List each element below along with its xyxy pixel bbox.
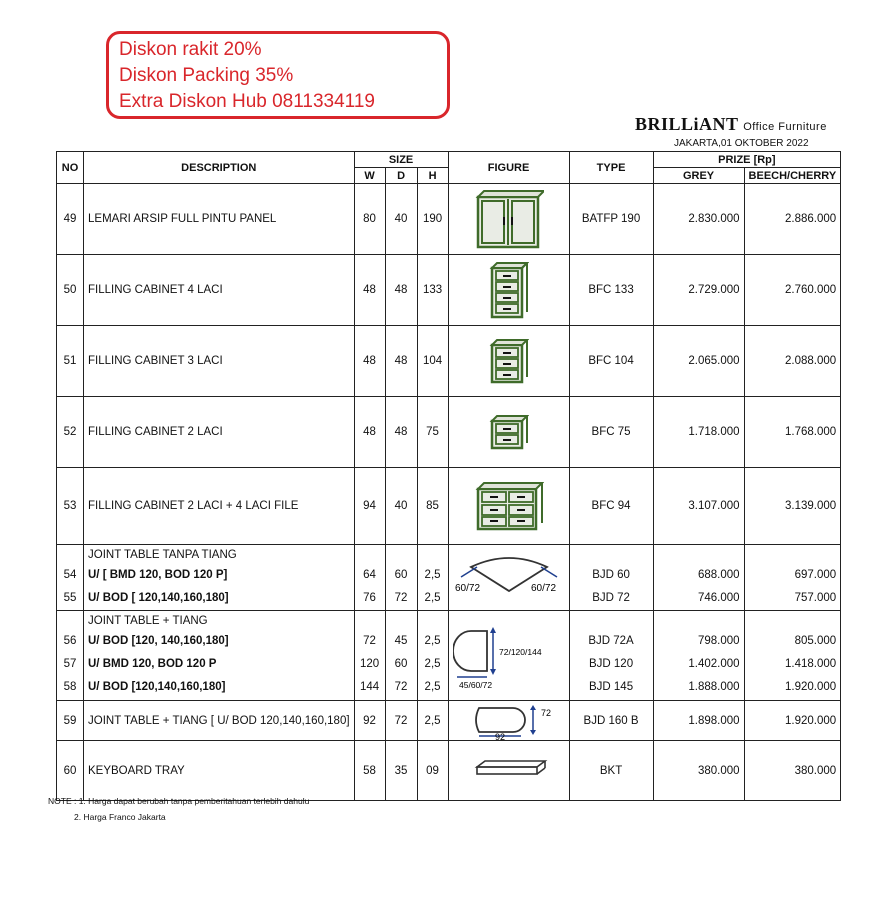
filing-cabinet-4-drawer-icon [489, 261, 529, 319]
row-description-54: U/ [ BMD 120, BOD 120 P] [88, 568, 228, 581]
row-grey-price: 2.830.000 [653, 184, 744, 255]
row-h: 09 [417, 741, 448, 801]
row-beech-55: 757.000 [794, 591, 837, 604]
row-w-55: 76 [363, 591, 376, 604]
row-w-56: 72 [363, 635, 376, 647]
joint-table-group-1 [57, 545, 841, 611]
row-grey-57: 1.402.000 [688, 658, 740, 670]
cabinet-figure [448, 468, 569, 545]
row-grey-price: 2.729.000 [653, 255, 744, 326]
rounded-joint-table-icon [453, 702, 565, 740]
row-d-58: 72 [394, 681, 408, 693]
header-no: NO [57, 152, 84, 184]
note-2: 2. Harga Franco Jakarta [74, 812, 166, 822]
row-type-57: BJD 120 [588, 658, 634, 670]
table-row [57, 255, 841, 326]
row-no [57, 545, 84, 611]
row-w: 80 [354, 184, 385, 255]
row-no: 60 [57, 741, 84, 801]
header-type: TYPE [569, 152, 653, 184]
filing-cabinet-2-drawer-icon [489, 414, 529, 450]
row-type-56: BJD 72A [588, 635, 634, 647]
brand-name: BRILLiANT [635, 114, 739, 134]
row-beech-58: 1.920.000 [784, 681, 837, 693]
price-list-table [56, 151, 841, 801]
footnotes [48, 796, 309, 822]
row-h-58: 2,5 [424, 681, 441, 693]
row-h: 190 [417, 184, 448, 255]
row-beech-56: 805.000 [794, 635, 837, 647]
figure-label-side: 72/120/144 [498, 646, 542, 657]
row-h: 75 [417, 397, 448, 468]
row-type-54: BJD 60 [592, 568, 630, 581]
row-no-54: 54 [63, 568, 77, 581]
header-beech: BEECH/CHERRY [744, 168, 841, 184]
group-title: JOINT TABLE TANPA TIANG [88, 548, 237, 561]
row-type [569, 545, 653, 611]
row-type-58: BJD 145 [588, 681, 634, 693]
header-grey: GREY [653, 168, 744, 184]
row-w: 48 [354, 255, 385, 326]
row-no-57: 57 [63, 658, 77, 670]
row-w: 94 [354, 468, 385, 545]
row-no: 50 [57, 255, 84, 326]
row-grey-price: 2.065.000 [653, 326, 744, 397]
row-description-55: U/ BOD [ 120,140,160,180] [88, 591, 229, 604]
row-description: FILLING CABINET 3 LACI [84, 326, 355, 397]
row-h-56: 2,5 [424, 635, 441, 647]
date-line: JAKARTA,01 OKTOBER 2022 [674, 138, 809, 149]
group-title: JOINT TABLE + TIANG [88, 615, 208, 627]
row-no-56: 56 [63, 635, 77, 647]
table-row [57, 701, 841, 741]
header-size: SIZE [354, 152, 448, 168]
row-no: 59 [57, 701, 84, 741]
row-beech-price: 3.139.000 [744, 468, 841, 545]
row-h-54: 2,5 [424, 568, 441, 581]
discount-line-1: Diskon rakit 20% [119, 39, 262, 60]
row-h [417, 611, 448, 701]
row-type: BFC 75 [569, 397, 653, 468]
row-type: BFC 104 [569, 326, 653, 397]
row-beech-57: 1.418.000 [784, 658, 837, 670]
row-type: BFC 94 [569, 468, 653, 545]
row-description: KEYBOARD TRAY [84, 741, 355, 801]
row-grey-price: 1.898.000 [653, 701, 744, 741]
header-prize: PRIZE [Rp] [653, 152, 841, 168]
figure-label-bottom: 92 [494, 731, 505, 740]
row-d-56: 45 [394, 635, 408, 647]
row-d: 40 [385, 468, 417, 545]
row-d [385, 545, 417, 611]
row-no: 49 [57, 184, 84, 255]
row-grey-price: 1.718.000 [653, 397, 744, 468]
header-d: D [385, 168, 417, 184]
rounded-table-figure [448, 701, 569, 741]
keyboard-tray-icon [469, 759, 549, 783]
corner-table-figure [448, 545, 569, 611]
row-grey-58: 1.888.000 [688, 681, 740, 693]
low-filing-cabinet-icon [474, 481, 544, 531]
row-no-55: 55 [63, 591, 77, 604]
row-beech-price [744, 611, 841, 701]
brand-subtitle: Office Furniture [743, 121, 827, 133]
header-w: W [354, 168, 385, 184]
header-description: DESCRIPTION [84, 152, 355, 184]
row-h-57: 2,5 [424, 658, 441, 670]
row-d: 72 [385, 701, 417, 741]
brand-logo [635, 114, 827, 135]
half-round-joint-table-icon [453, 621, 565, 691]
row-w [354, 611, 385, 701]
row-no [57, 611, 84, 701]
cupboard-icon [474, 189, 544, 249]
row-h: 85 [417, 468, 448, 545]
row-no: 52 [57, 397, 84, 468]
row-d: 48 [385, 397, 417, 468]
quarter-joint-table-icon [453, 553, 565, 603]
row-description [84, 611, 355, 701]
row-beech-price [744, 545, 841, 611]
row-d: 35 [385, 741, 417, 801]
row-grey-price: 3.107.000 [653, 468, 744, 545]
row-d: 48 [385, 326, 417, 397]
discount-line-3: Extra Diskon Hub 0811334119 [119, 91, 375, 112]
row-description: LEMARI ARSIP FULL PINTU PANEL [84, 184, 355, 255]
row-type: BKT [569, 741, 653, 801]
row-h-55: 2,5 [424, 591, 441, 604]
row-w-58: 144 [359, 681, 380, 693]
row-grey-price: 380.000 [653, 741, 744, 801]
cabinet-figure [448, 184, 569, 255]
header-row [57, 152, 841, 168]
row-grey-56: 798.000 [697, 635, 740, 647]
row-description: FILLING CABINET 4 LACI [84, 255, 355, 326]
table-row [57, 468, 841, 545]
row-no: 53 [57, 468, 84, 545]
row-grey-price [653, 611, 744, 701]
row-w-57: 120 [359, 658, 380, 670]
row-beech-price: 380.000 [744, 741, 841, 801]
row-beech-54: 697.000 [794, 568, 837, 581]
joint-table-group-2 [57, 611, 841, 701]
row-w: 48 [354, 397, 385, 468]
row-h: 133 [417, 255, 448, 326]
row-d: 48 [385, 255, 417, 326]
figure-label-left: 60/72 [454, 582, 480, 594]
cabinet-figure [448, 255, 569, 326]
table-row [57, 397, 841, 468]
discount-line-2: Diskon Packing 35% [119, 65, 294, 86]
row-description: FILLING CABINET 2 LACI [84, 397, 355, 468]
half-round-table-figure [448, 611, 569, 701]
row-type [569, 611, 653, 701]
row-w: 58 [354, 741, 385, 801]
row-h: 104 [417, 326, 448, 397]
table-row [57, 741, 841, 801]
keyboard-tray-figure [448, 741, 569, 801]
row-d-54: 60 [394, 568, 408, 581]
figure-label-side: 72 [540, 707, 551, 718]
table-row [57, 184, 841, 255]
header-figure: FIGURE [448, 152, 569, 184]
row-beech-price: 2.760.000 [744, 255, 841, 326]
row-no: 51 [57, 326, 84, 397]
row-description [84, 545, 355, 611]
row-description-56: U/ BOD [120, 140,160,180] [88, 635, 229, 647]
row-grey-price [653, 545, 744, 611]
row-beech-price: 2.886.000 [744, 184, 841, 255]
row-type: BFC 133 [569, 255, 653, 326]
row-type-55: BJD 72 [592, 591, 630, 604]
note-1: NOTE : 1. Harga dapat berubah tanpa pemberitahuan terlebih dahulu [48, 796, 310, 806]
filing-cabinet-3-drawer-icon [489, 338, 529, 384]
row-d: 40 [385, 184, 417, 255]
table-row [57, 326, 841, 397]
row-beech-price: 1.768.000 [744, 397, 841, 468]
row-description: FILLING CABINET 2 LACI + 4 LACI FILE [84, 468, 355, 545]
cabinet-figure [448, 397, 569, 468]
row-no-58: 58 [63, 681, 77, 693]
row-description-58: U/ BOD [120,140,160,180] [88, 681, 226, 693]
figure-label-bottom: 45/60/72 [458, 679, 492, 690]
row-description-57: U/ BMD 120, BOD 120 P [88, 658, 217, 670]
row-beech-price: 1.920.000 [744, 701, 841, 741]
row-h [417, 545, 448, 611]
header-h: H [417, 168, 448, 184]
row-w [354, 545, 385, 611]
row-grey-54: 688.000 [697, 568, 740, 581]
row-description: JOINT TABLE + TIANG [ U/ BOD 120,140,160,180] [84, 701, 355, 741]
row-h: 2,5 [417, 701, 448, 741]
row-beech-price: 2.088.000 [744, 326, 841, 397]
row-d-57: 60 [394, 658, 408, 670]
row-grey-55: 746.000 [697, 591, 740, 604]
discount-note-box [106, 31, 450, 119]
cabinet-figure [448, 326, 569, 397]
row-type: BJD 160 B [569, 701, 653, 741]
row-d-55: 72 [394, 591, 408, 604]
figure-label-right: 60/72 [530, 582, 556, 594]
row-w: 92 [354, 701, 385, 741]
row-w-54: 64 [363, 568, 376, 581]
row-w: 48 [354, 326, 385, 397]
row-d [385, 611, 417, 701]
row-type: BATFP 190 [569, 184, 653, 255]
